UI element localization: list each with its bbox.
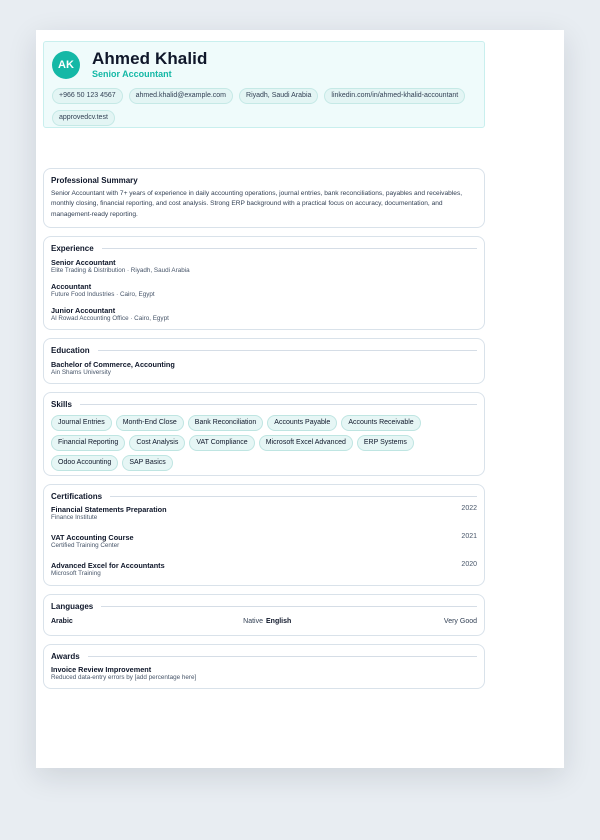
certification-name: Advanced Excel for Accountants xyxy=(51,561,165,570)
degree: Bachelor of Commerce, Accounting xyxy=(51,360,175,369)
skills-section xyxy=(43,392,485,476)
contact-location: Riyadh, Saudi Arabia xyxy=(239,88,318,104)
skill-tag: Cost Analysis xyxy=(129,435,185,451)
language-item xyxy=(266,617,477,626)
experience-heading: Experience xyxy=(51,244,477,253)
contact-email[interactable]: ahmed.khalid@example.com xyxy=(129,88,233,104)
languages-heading: Languages xyxy=(51,602,477,611)
job-title: Junior Accountant xyxy=(51,306,116,315)
certification-issuer: Microsoft Training xyxy=(51,570,101,577)
skill-tag: Month-End Close xyxy=(116,415,184,431)
school: Ain Shams University xyxy=(51,369,111,376)
skill-tag: SAP Basics xyxy=(122,455,172,471)
skill-tag: Microsoft Excel Advanced xyxy=(259,435,353,451)
language-name: English xyxy=(266,618,292,625)
skill-tag: Financial Reporting xyxy=(51,435,125,451)
language-item xyxy=(51,617,263,626)
certification-item xyxy=(51,561,477,578)
skill-tag: Journal Entries xyxy=(51,415,112,431)
summary-text: Senior Accountant with 7+ years of experience in daily accounting operations, journal entries, bank reconciliations, payables and receivables, monthly closing, financial reporting, and cost analysis. Strong ERP background with a practical focus on accuracy, documentation, and management-ready reporting. xyxy=(51,190,463,218)
contact-linkedin[interactable]: linkedin.com/in/ahmed-khalid-accountant xyxy=(324,88,465,104)
skill-tag: Bank Reconciliation xyxy=(188,415,263,431)
education-heading: Education xyxy=(51,346,477,355)
awards-section xyxy=(43,644,485,689)
certification-year: 2020 xyxy=(461,561,477,568)
skills-heading: Skills xyxy=(51,400,477,409)
summary-heading: Professional Summary xyxy=(51,176,138,185)
experience-item xyxy=(51,258,477,275)
awards-heading: Awards xyxy=(51,652,477,661)
contact-list xyxy=(52,88,472,126)
certification-name: VAT Accounting Course xyxy=(51,533,134,542)
contact-website[interactable]: approvedcv.test xyxy=(52,110,115,126)
resume-header xyxy=(43,41,485,128)
skill-tag: Accounts Receivable xyxy=(341,415,420,431)
job-company: Elite Trading & Distribution · Riyadh, Saudi Arabia xyxy=(51,267,190,274)
language-name: Arabic xyxy=(51,618,73,625)
certifications-section xyxy=(43,484,485,586)
certification-year: 2022 xyxy=(461,505,477,512)
certification-item xyxy=(51,505,477,522)
job-title: Accountant xyxy=(51,282,92,291)
certification-issuer: Certified Training Center xyxy=(51,542,120,549)
language-level: Native xyxy=(243,618,263,625)
summary-section xyxy=(43,168,485,228)
candidate-name: Ahmed Khalid xyxy=(92,49,208,68)
skill-tag: Accounts Payable xyxy=(267,415,337,431)
job-title: Senior Accountant xyxy=(51,258,116,267)
award-item xyxy=(51,665,477,682)
skill-tag: VAT Compliance xyxy=(189,435,254,451)
certification-year: 2021 xyxy=(461,533,477,540)
language-level: Very Good xyxy=(443,618,477,625)
education-item xyxy=(51,360,477,377)
certification-item xyxy=(51,533,477,550)
job-company: Al Rowad Accounting Office · Cairo, Egypt xyxy=(51,315,169,322)
education-section xyxy=(43,338,485,384)
skill-list xyxy=(51,415,481,471)
certification-issuer: Finance Institute xyxy=(51,514,98,521)
experience-item xyxy=(51,282,477,299)
award-description: Reduced data-entry errors by [add percentage here] xyxy=(51,674,197,681)
certification-name: Financial Statements Preparation xyxy=(51,505,167,514)
skill-tag: ERP Systems xyxy=(357,435,414,451)
contact-phone: +966 50 123 4567 xyxy=(52,88,123,104)
experience-section xyxy=(43,236,485,330)
skill-tag: Odoo Accounting xyxy=(51,455,118,471)
certifications-heading: Certifications xyxy=(51,492,477,501)
job-company: Future Food Industries · Cairo, Egypt xyxy=(51,291,155,298)
award-title: Invoice Review Improvement xyxy=(51,665,152,674)
experience-item xyxy=(51,306,477,323)
languages-section xyxy=(43,594,485,636)
avatar: AK xyxy=(52,51,80,79)
candidate-title: Senior Accountant xyxy=(92,69,172,79)
